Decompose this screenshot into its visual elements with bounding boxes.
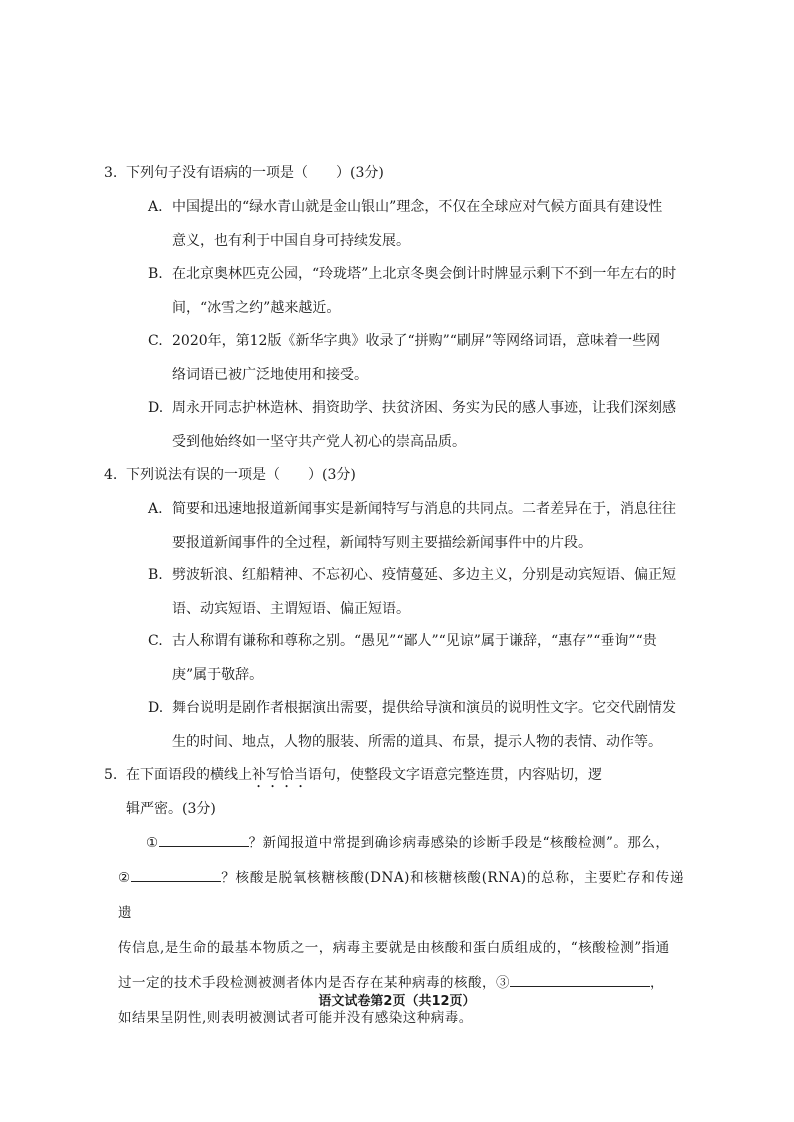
- q3-number: 3.: [104, 165, 118, 181]
- passage-line-2: ？核酸是脱氧核糖核酸(DNA)和核糖核酸(RNA)的总称，主要贮存和传递遗: [118, 870, 684, 921]
- blank-1-mark: ①: [146, 835, 159, 851]
- q4-number: 4.: [104, 467, 118, 483]
- option-line: 劈波斩浪、红船精神、不忘初心、疫情蔓延、多边主义，分别是动宾短语、偏正短: [172, 567, 676, 583]
- q5-stem-emphasis: 补写恰当: [252, 767, 308, 783]
- q4-stem-text: 下列说法有误的一项是（ ）(3分): [126, 467, 356, 483]
- option-letter: C.: [148, 333, 163, 349]
- q3-stem-text: 下列句子没有语病的一项是（ ）(3分): [126, 165, 384, 181]
- q4-stem: [104, 458, 686, 492]
- q5-number: 5.: [104, 767, 118, 783]
- option-line: 周永开同志护林造林、捐资助学、扶贫济困、务实为民的感人事迹，让我们深刻感: [172, 400, 676, 416]
- option-line: 舞台说明是剧作者根据演出需要，提供给导演和演员的说明性文字。它交代剧情发: [172, 700, 676, 716]
- option-letter: A.: [148, 199, 163, 215]
- q5-stem-part2: 语句，使整段文字语意完整连贯，内容贴切，逻: [308, 767, 602, 783]
- blank-1[interactable]: [159, 832, 249, 847]
- option-letter: D.: [148, 700, 164, 716]
- option-line: 语、动宾短语、主谓短语、偏正短语。: [172, 601, 410, 617]
- option-line: 间，“冰雪之约”越来越近。: [172, 300, 341, 316]
- q3-stem: [104, 156, 686, 190]
- option-line: 生的时间、地点，人物的服装、所需的道具、布景，提示人物的表情、动作等。: [172, 734, 662, 750]
- q5-stem: [104, 758, 682, 826]
- blank-3[interactable]: [510, 972, 650, 987]
- option-letter: B.: [148, 567, 163, 583]
- option-line: 在北京奥林匹克公园，“玲珑塔”上北京冬奥会倒计时牌显示剩下不到一年左右的时: [172, 266, 677, 282]
- q5-stem-line2: 辑严密。(3分): [126, 801, 216, 817]
- option-line: 意义，也有利于中国自身可持续发展。: [172, 233, 410, 249]
- option-line: 简要和迅速地报道新闻事实是新闻特写与消息的共同点。二者差异在于，消息往往: [172, 501, 676, 517]
- option-line: 古人称谓有谦称和尊称之别。“愚见”“鄙人”“见谅”属于谦辞，“惠存”“垂询”“贵: [172, 633, 657, 649]
- passage-line-3: 传信息,是生命的最基本物质之一，病毒主要就是由核酸和蛋白质组成的，“核酸检测”指通: [118, 940, 670, 956]
- option-line: 要报道新闻事件的全过程，新闻特写则主要描绘新闻事件中的片段。: [172, 535, 592, 551]
- option-letter: B.: [148, 266, 163, 282]
- passage-line-5: 如结果呈阴性,则表明被测试者可能并没有感染这种病毒。: [118, 1010, 473, 1026]
- option-line: 2020年，第12版《新华字典》收录了“拼购”“刷屏”等网络词语，意味着一些网: [172, 333, 661, 349]
- option-letter: C.: [148, 633, 163, 649]
- option-letter: D.: [148, 400, 164, 416]
- option-letter: A.: [148, 501, 163, 517]
- option-line: 络词语已被广泛地使用和接受。: [172, 367, 368, 383]
- blank-2[interactable]: [131, 867, 221, 882]
- blank-2-mark: ②: [118, 870, 131, 886]
- option-line: 庚”属于敬辞。: [172, 667, 264, 683]
- page-footer: 语文试卷第2页（共12页）: [318, 994, 476, 1009]
- option-line: 中国提出的“绿水青山就是金山银山”理念，不仅在全球应对气候方面具有建设性: [172, 199, 663, 215]
- passage-line-4: 过一定的技术手段检测被测者体内是否存在某种病毒的核酸，③: [118, 975, 510, 991]
- passage-line-1: ？新闻报道中常提到确诊病毒感染的诊断手段是“核酸检测”。那么，: [248, 835, 670, 851]
- option-line: 受到他始终如一坚守共产党人初心的崇高品质。: [172, 434, 466, 450]
- passage-line-4-end: ，: [650, 975, 664, 991]
- q5-stem-part1: 在下面语段的横线上: [126, 767, 252, 783]
